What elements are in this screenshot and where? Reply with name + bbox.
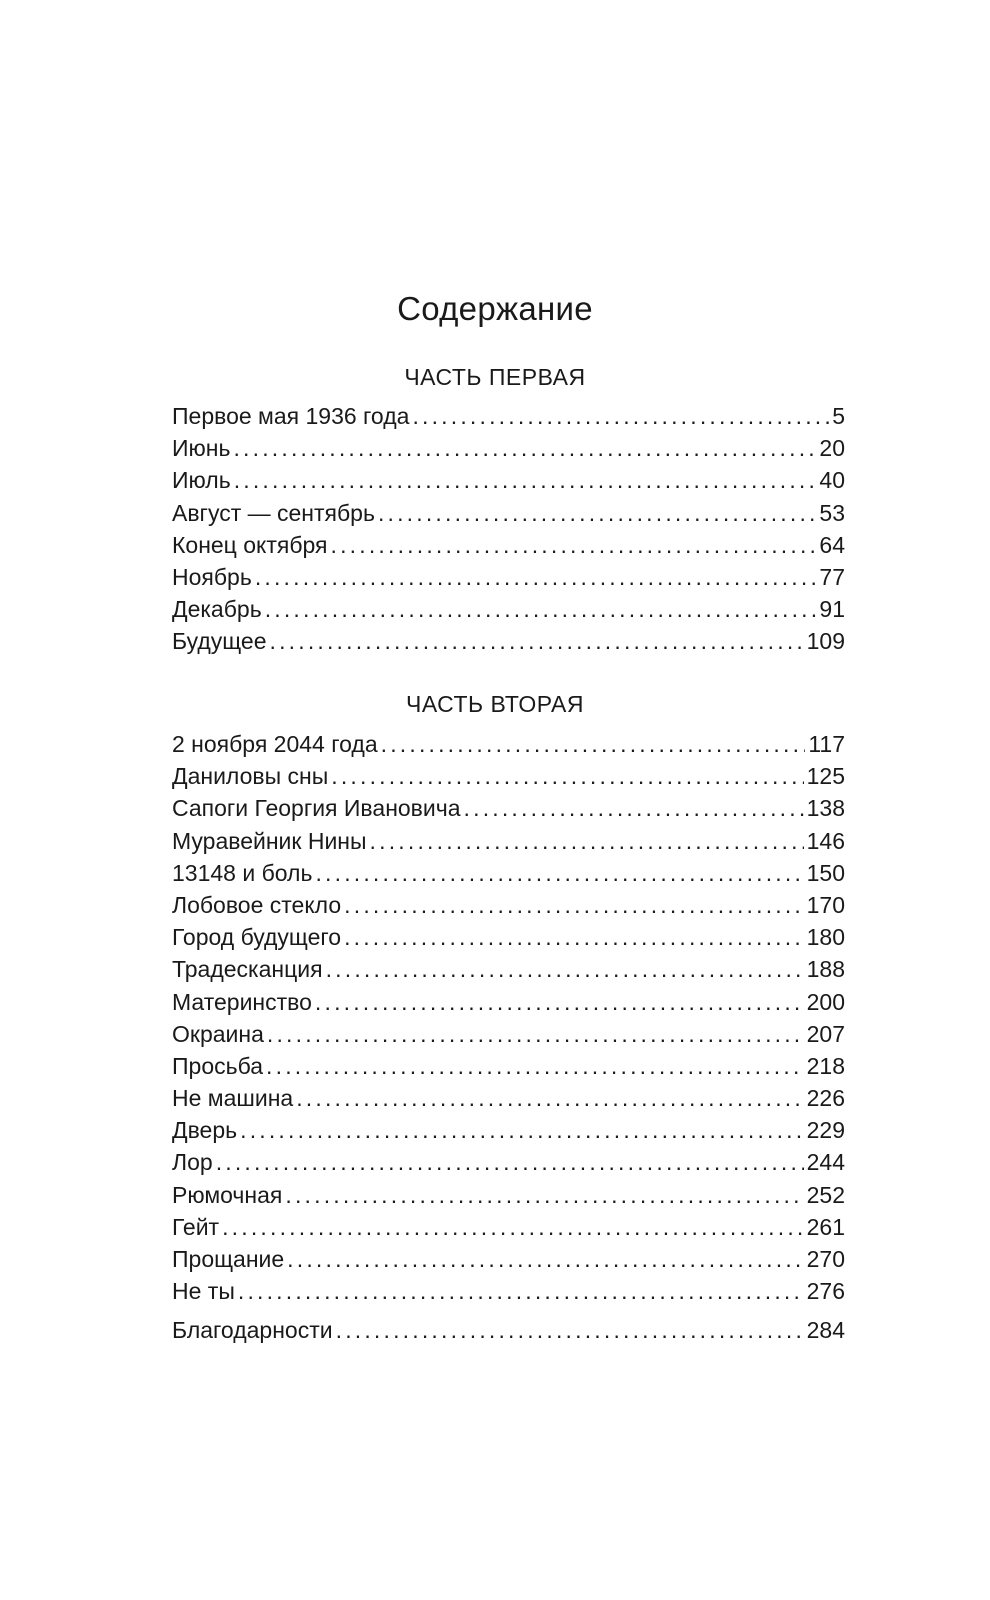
dot-leader: [296, 1082, 803, 1114]
toc-entry-page: 226: [806, 1085, 845, 1112]
toc-entry-title: Декабрь: [172, 596, 262, 623]
part-two-heading: ЧАСТЬ ВТОРАЯ: [405, 691, 584, 717]
acknowledgements-toc-list: [172, 1314, 845, 1346]
toc-entry-page: 53: [819, 499, 845, 526]
toc-entry[interactable]: [172, 497, 845, 529]
toc-entry[interactable]: [172, 760, 845, 792]
toc-entry-title: Муравейник Нины: [172, 827, 367, 854]
toc-entry-title: Июль: [172, 467, 231, 494]
toc-entry[interactable]: [172, 464, 845, 496]
toc-entry-page: 180: [806, 924, 845, 951]
toc-entry-title: Даниловы сны: [172, 763, 329, 790]
toc-entry[interactable]: [172, 953, 845, 985]
toc-entry-page: 270: [806, 1246, 845, 1272]
part-one-toc-list: [172, 400, 845, 658]
toc-entry-page: 200: [806, 988, 845, 1015]
toc-entry-title: Не ты: [172, 1278, 235, 1305]
dot-leader: [331, 760, 803, 792]
toc-entry-title: Материнство: [172, 988, 312, 1015]
dot-leader: [222, 1211, 804, 1243]
toc-entry[interactable]: [172, 1211, 845, 1243]
toc-entry-title: Лор: [172, 1149, 213, 1176]
dot-leader: [270, 625, 804, 657]
toc-entry[interactable]: [172, 986, 845, 1018]
toc-entry-title: Рюмочная: [172, 1181, 283, 1208]
part-one-heading: ЧАСТЬ ПЕРВАЯ: [404, 364, 586, 390]
dot-leader: [255, 561, 817, 593]
dot-leader: [238, 1275, 804, 1307]
toc-entry-title: Не машина: [172, 1085, 294, 1112]
toc-entry-title: Август — сентябрь: [172, 499, 375, 526]
toc-entry-title: Дверь: [172, 1117, 238, 1144]
toc-entry[interactable]: [172, 561, 845, 593]
toc-entry[interactable]: [172, 728, 845, 760]
dot-leader: [285, 1179, 803, 1211]
page-title: Содержание: [397, 290, 593, 327]
toc-entry-title: Город будущего: [172, 924, 342, 951]
toc-entry-page: 20: [819, 435, 845, 462]
toc-entry-page: 244: [806, 1149, 845, 1176]
dot-leader: [344, 889, 803, 921]
toc-entry-page: 150: [806, 859, 845, 886]
toc-entry-page: 188: [806, 956, 845, 983]
part-two-toc-list: [172, 728, 845, 1307]
toc-entry[interactable]: [172, 432, 845, 464]
toc-entry[interactable]: [172, 889, 845, 921]
dot-leader: [233, 432, 816, 464]
dot-leader: [287, 1243, 803, 1275]
toc-entry-page: 146: [806, 827, 845, 854]
toc-entry-page: 218: [806, 1052, 845, 1079]
toc-entry[interactable]: [172, 921, 845, 953]
dot-leader: [315, 986, 804, 1018]
toc-entry[interactable]: [172, 1050, 845, 1082]
dot-leader: [412, 400, 829, 432]
toc-entry-page: 109: [806, 628, 845, 655]
toc-entry-title: Прощание: [172, 1246, 285, 1272]
dot-leader: [336, 1314, 804, 1346]
dot-leader: [344, 921, 804, 953]
toc-entry-page: 276: [806, 1278, 845, 1305]
toc-entry-title: Лобовое стекло: [172, 891, 342, 918]
dot-leader: [315, 857, 803, 889]
toc-entry[interactable]: [172, 1275, 845, 1307]
toc-entry[interactable]: [172, 1243, 845, 1275]
toc-entry[interactable]: [172, 1179, 845, 1211]
toc-entry-page: 5: [832, 403, 845, 429]
dot-leader: [234, 464, 817, 496]
toc-entry-page: 229: [806, 1117, 845, 1144]
toc-entry[interactable]: [172, 1114, 845, 1146]
toc-entry-page: 284: [806, 1317, 845, 1343]
toc-entry[interactable]: [172, 1018, 845, 1050]
toc-entry-page: 261: [806, 1213, 845, 1240]
dot-leader: [240, 1114, 804, 1146]
dot-leader: [381, 728, 806, 760]
toc-entry[interactable]: [172, 625, 845, 657]
toc-entry-page: 117: [808, 731, 845, 757]
dot-leader: [266, 1050, 804, 1082]
toc-entry-title: Гейт: [172, 1213, 220, 1240]
toc-entry-title: Окраина: [172, 1020, 264, 1047]
toc-entry[interactable]: [172, 857, 845, 889]
dot-leader: [331, 529, 817, 561]
toc-entry-title: Июнь: [172, 435, 231, 462]
toc-entry-title: Будущее: [172, 628, 267, 655]
toc-entry[interactable]: [172, 825, 845, 857]
toc-entry-title: 2 ноября 2044 года: [172, 731, 378, 757]
toc-entry-page: 170: [806, 891, 845, 918]
toc-entry-page: 138: [806, 795, 845, 822]
toc-entry-page: 64: [819, 531, 845, 558]
dot-leader: [378, 497, 816, 529]
dot-leader: [265, 593, 817, 625]
toc-entry-title: Первое мая 1936 года: [172, 403, 410, 429]
toc-entry-page: 40: [819, 467, 845, 494]
toc-entry-page: 125: [806, 763, 845, 790]
toc-entry-page: 207: [806, 1020, 845, 1047]
toc-entry-title: Сапоги Георгия Ивановича: [172, 795, 461, 822]
toc-entry-page: 91: [819, 596, 845, 623]
toc-entry[interactable]: [172, 1314, 845, 1346]
toc-entry[interactable]: [172, 529, 845, 561]
dot-leader: [370, 825, 804, 857]
toc-entry-title: Просьба: [172, 1052, 264, 1079]
dot-leader: [267, 1018, 804, 1050]
dot-leader: [326, 953, 804, 985]
toc-entry-title: Благодарности: [172, 1317, 333, 1343]
toc-entry-page: 252: [806, 1181, 845, 1208]
toc-entry[interactable]: [172, 1146, 845, 1178]
toc-entry[interactable]: [172, 400, 845, 432]
toc-entry-title: 13148 и боль: [172, 859, 313, 886]
toc-entry-title: Конец октября: [172, 531, 328, 558]
toc-entry[interactable]: [172, 1082, 845, 1114]
dot-leader: [216, 1146, 804, 1178]
toc-entry[interactable]: [172, 593, 845, 625]
toc-entry[interactable]: [172, 792, 845, 824]
dot-leader: [464, 792, 804, 824]
toc-entry-title: Традесканция: [172, 956, 323, 983]
toc-entry-page: 77: [819, 563, 845, 590]
toc-entry-title: Ноябрь: [172, 563, 252, 590]
